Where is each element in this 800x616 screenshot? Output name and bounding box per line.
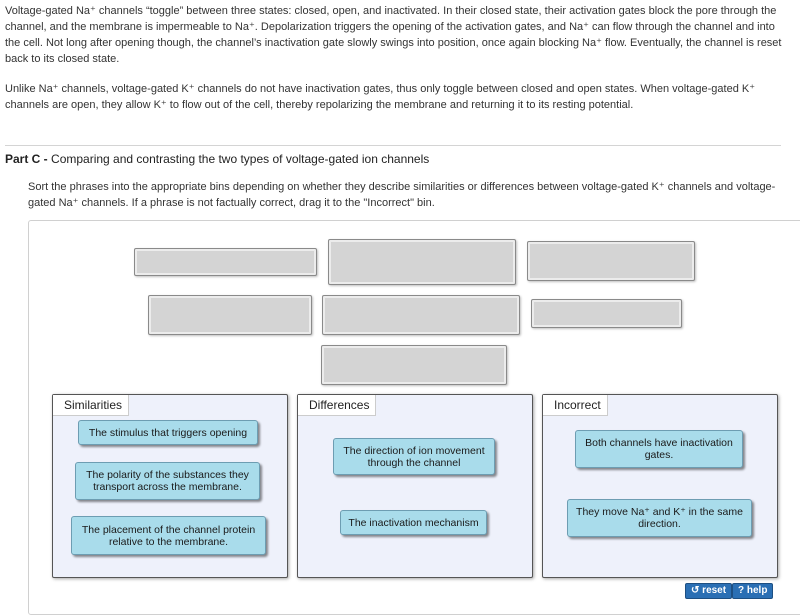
help-label: help xyxy=(746,585,768,596)
section-divider xyxy=(5,145,781,146)
part-title-text: Comparing and contrasting the two types of voltage-gated ion channels xyxy=(51,152,430,166)
part-label: Part C - xyxy=(5,152,48,166)
help-button[interactable] xyxy=(732,583,773,599)
answer-chip[interactable]: The direction of ion movement through the channel xyxy=(333,438,495,475)
answer-chip[interactable]: Both channels have inactivation gates. xyxy=(575,430,743,468)
reset-button[interactable] xyxy=(685,583,732,599)
help-icon: ? xyxy=(738,585,745,596)
answer-chip[interactable]: The inactivation mechanism xyxy=(340,510,487,535)
empty-slot xyxy=(531,299,682,328)
empty-slot xyxy=(322,295,520,335)
answer-chip[interactable]: The polarity of the substances they transport across the membrane. xyxy=(75,462,260,500)
empty-slot xyxy=(328,239,516,285)
bin-differences-label: Differences xyxy=(298,395,376,416)
bin-similarities-label: Similarities xyxy=(53,395,129,416)
reset-icon: ↺ xyxy=(691,585,700,596)
intro-paragraph-1: Voltage-gated Na⁺ channels “toggle” between three states: closed, open, and inactivated. In their closed state, their activation gates block the pore through the channel, and the membrane is impermeable to Na⁺. Depolarization triggers the opening of the activation gates, and Na⁺ can flow through the channel and into the cell. Not long after opening though, the channel’s inactivation gate slowly swings into position, once again blocking Na⁺ flow. Eventually, the channel is reset back to its closed state. xyxy=(5,5,782,65)
bin-incorrect[interactable] xyxy=(542,394,778,578)
bin-differences[interactable] xyxy=(297,394,533,578)
part-title xyxy=(5,152,429,166)
empty-slot xyxy=(148,295,312,335)
empty-slot xyxy=(321,345,507,385)
empty-slot xyxy=(134,248,317,276)
reset-label: reset xyxy=(702,585,727,596)
answer-chip[interactable]: They move Na⁺ and K⁺ in the same direction. xyxy=(567,499,752,537)
intro-paragraph-2: Unlike Na⁺ channels, voltage-gated K⁺ channels do not have inactivation gates, thus only toggle between closed and open states. When voltage-gated K⁺ channels are open, they allow K⁺ to flow out of the cell, thereby repolarizing the membrane and returning it to its resting potential. xyxy=(5,83,756,111)
answer-chip[interactable]: The stimulus that triggers opening xyxy=(78,420,258,445)
bin-incorrect-label: Incorrect xyxy=(543,395,608,416)
instructions: Sort the phrases into the appropriate bins depending on whether they describe similarities or differences between voltage-gated K⁺ channels and voltage-gated Na⁺ channels. If a phrase is not factually correct, drag it to the "Incorrect" bin. xyxy=(28,181,776,209)
empty-slot xyxy=(527,241,695,281)
answer-chip[interactable]: The placement of the channel protein relative to the membrane. xyxy=(71,516,266,555)
